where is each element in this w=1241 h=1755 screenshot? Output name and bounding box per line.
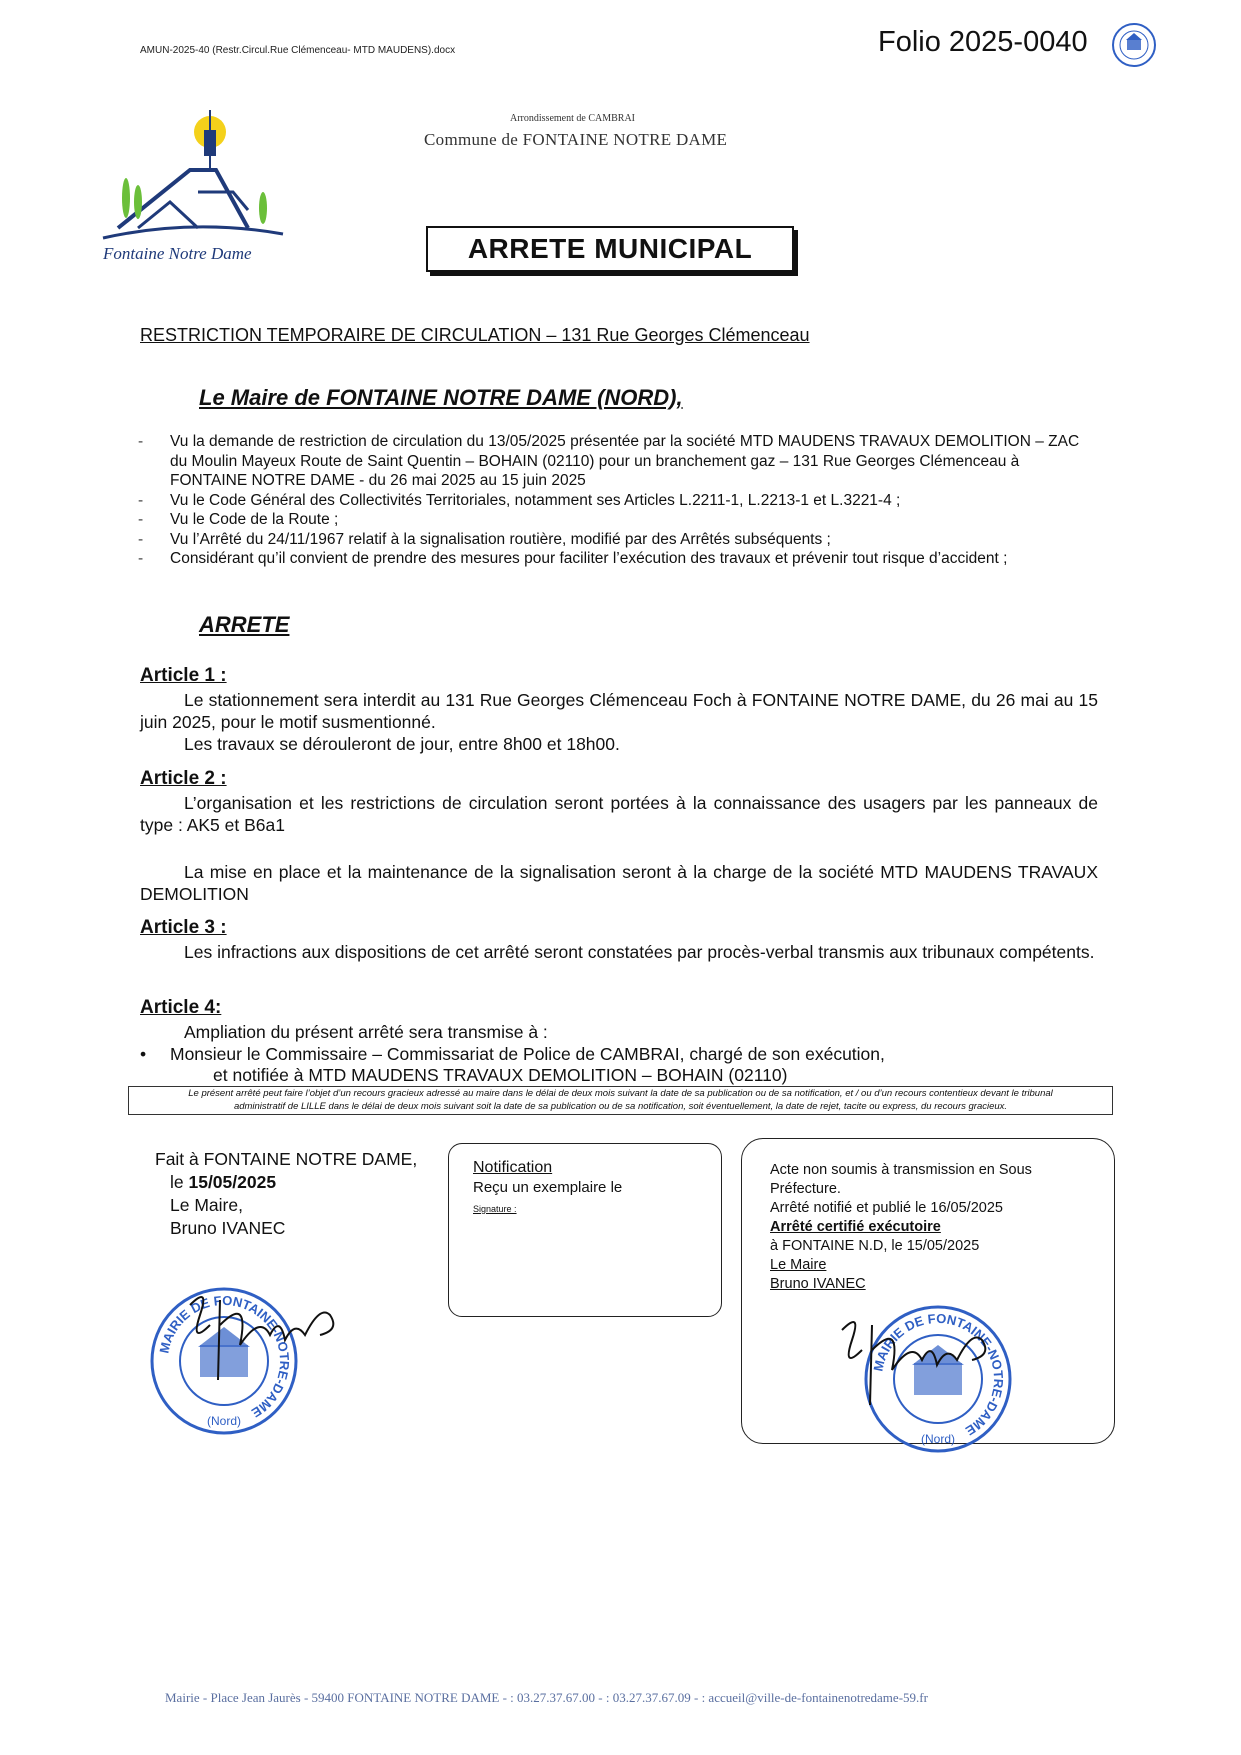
- commune-name: Commune de FONTAINE NOTRE DAME: [424, 130, 728, 149]
- svg-text:(Nord): (Nord): [206, 1414, 242, 1428]
- notification-received: Reçu un exemplaire le: [473, 1179, 623, 1196]
- article-2-title: Article 2 :: [140, 768, 227, 789]
- article-4-text: Ampliation du présent arrêté sera transmise à :: [184, 1022, 548, 1042]
- recours-notice: Le présent arrêté peut faire l’objet d’un recours gracieux adressé au maire dans le délai de deux mois suivant la date de sa publication ou de sa notification, et / ou d’un recours contentieux devant le tribunal administratif de LILLE dans le délai de deux mois suivant soit la date de sa publication ou de sa notification, soit éventuellement, la date de rejet, tacite ou express, du recours gracieux.: [128, 1086, 1113, 1115]
- article-4-title: Article 4:: [140, 997, 222, 1018]
- maire-signature-left: [170, 1285, 350, 1395]
- list-item: - Vu le Code Général des Collectivités Territoriales, notamment ses Articles L.2211-1, L.2213-1 et L.3221-4 ;: [138, 491, 901, 509]
- article-1-hours: Les travaux se dérouleront de jour, entre 8h00 et 18h00.: [184, 734, 620, 754]
- svg-text:(Nord): (Nord): [920, 1432, 956, 1446]
- folio-number: Folio 2025-0040: [878, 26, 1088, 58]
- article-1-text: Le stationnement sera interdit au 131 Rue Georges Clémenceau Foch à FONTAINE NOTRE DAME, du 26 mai au 15 juin 2025, pour le motif susmentionné.: [140, 690, 1098, 732]
- article-2-text: L’organisation et les restrictions de circulation seront portées à la connaissance des usagers par les panneaux de type : AK5 et B6a1: [140, 793, 1098, 835]
- considerants-list: [138, 432, 1098, 569]
- logo-caption: Fontaine Notre Dame: [103, 244, 252, 263]
- article-4-notification: et notifiée à MTD MAUDENS TRAVAUX DEMOLITION – BOHAIN (02110): [213, 1065, 788, 1085]
- document-title-box: [426, 226, 794, 272]
- notification-title: Notification: [473, 1159, 553, 1176]
- acte-box: Acte non soumis à transmission en Sous Préfecture. Arrêté notifié et publié le 16/05/2025 Arrêté certifié exécutoire à FONTAINE N.D, le 15/05/2025 Le Maire Bruno IVANEC: [741, 1138, 1115, 1444]
- notification-box: [448, 1143, 722, 1317]
- fait-a: Fait à FONTAINE NOTRE DAME,: [155, 1149, 418, 1169]
- arrondissement: Arrondissement de CAMBRAI: [510, 113, 635, 124]
- notification-signature: Signature :: [473, 1204, 517, 1214]
- maire-name: Bruno IVANEC: [170, 1218, 286, 1238]
- article-3-title: Article 3 :: [140, 917, 227, 938]
- signature-date: 15/05/2025: [188, 1172, 277, 1192]
- list-item: - Considérant qu’il convient de prendre des mesures pour faciliter l’exécution des travaux et prévenir tout risque d’accident ;: [138, 550, 1008, 567]
- svg-text:MAIRIE DE FONTAINE-NOTRE-DAME: MAIRIE DE FONTAINE-NOTRE-DAME: [156, 1292, 293, 1421]
- commune-seal-icon: [1111, 22, 1157, 68]
- list-item: - Vu l’Arrêté du 24/11/1967 relatif à la signalisation routière, modifié par des Arrêtés subséquents ;: [138, 530, 831, 548]
- signature-block: Fait à FONTAINE NOTRE DAME, le 15/05/2025 Le Maire, Bruno IVANEC: [155, 1149, 418, 1238]
- maire-role: Le Maire,: [170, 1195, 243, 1215]
- document-title: ARRETE MUNICIPAL: [467, 233, 753, 264]
- maire-signature-right: [822, 1310, 1022, 1420]
- maire-heading: Le Maire de FONTAINE NOTRE DAME (NORD),: [199, 385, 683, 410]
- arrete-heading: ARRETE: [199, 612, 290, 637]
- list-item: - Vu le Code de la Route ;: [138, 511, 339, 528]
- footer-contact: Mairie - Place Jean Jaurès - 59400 FONTAINE NOTRE DAME - : 03.27.37.67.00 - : 03.27.37.67.09 - : accueil@ville-de-fontainenotredame-59.fr: [165, 1690, 928, 1705]
- fontaine-notre-dame-logo: [98, 110, 288, 260]
- svg-text:MAIRIE DE FONTAINE-NOTRE-DAME: MAIRIE DE FONTAINE-NOTRE-DAME: [870, 1310, 1007, 1439]
- article-4-bullet: • Monsieur le Commissaire – Commissariat de Police de CAMBRAI, chargé de son exécution,: [140, 1044, 885, 1064]
- subject-line: RESTRICTION TEMPORAIRE DE CIRCULATION – 131 Rue Georges Clémenceau: [140, 325, 810, 345]
- article-2-signalisation: La mise en place et la maintenance de la signalisation seront à la charge de la société MTD MAUDENS TRAVAUX DEMOLITION: [140, 862, 1098, 904]
- article-1-title: Article 1 :: [140, 665, 227, 686]
- list-item: - Vu la demande de restriction de circulation du 13/05/2025 présentée par la société MTD MAUDENS TRAVAUX DEMOLITION – ZAC du Moulin Mayeux Route de Saint Quentin – BOHAIN (02110) pour un branchement gaz – 131 Rue Georges Clémenceau à FONTAINE NOTRE DAME - du 26 mai 2025 au 15 juin 2025: [138, 433, 1080, 489]
- article-3-text: Les infractions aux dispositions de cet arrêté seront constatées par procès-verbal transmis aux tribunaux compétents.: [184, 942, 1095, 962]
- document-filename: AMUN-2025-40 (Restr.Circul.Rue Clémenceau- MTD MAUDENS).docx: [140, 45, 456, 56]
